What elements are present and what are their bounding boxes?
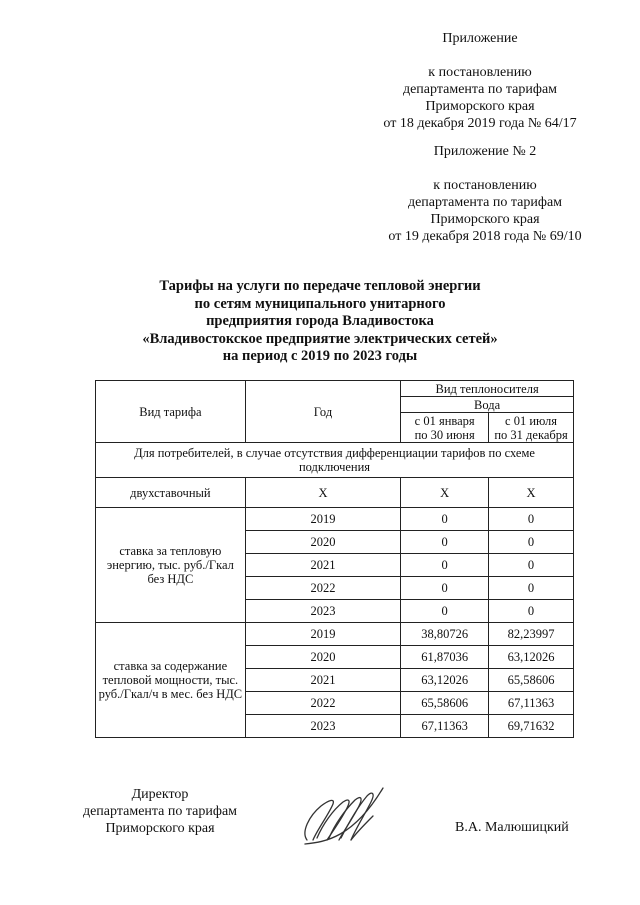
signatory-line: департамента по тарифам	[82, 804, 238, 819]
value-cell: 63,12026	[489, 646, 574, 669]
value-cell: 0	[489, 577, 574, 600]
header-period-2-from: с 01 июля	[505, 413, 558, 428]
title-line: Тарифы на услуги по передаче тепловой энергии	[159, 278, 481, 294]
value-cell: 63,12026	[401, 669, 489, 692]
year-cell: 2020	[245, 531, 401, 554]
year-cell: 2020	[245, 646, 401, 669]
value-cell: 0	[489, 508, 574, 531]
two-part-p2: Х	[489, 478, 574, 508]
value-cell: 0	[401, 554, 489, 577]
value-cell: 0	[401, 531, 489, 554]
appendix-current	[360, 30, 600, 132]
title-line: предприятия города Владивостока	[206, 313, 434, 329]
two-part-label: двухставочный	[96, 478, 246, 508]
value-cell: 0	[401, 600, 489, 623]
two-part-p1: Х	[401, 478, 489, 508]
header-period-1-from: с 01 января	[414, 413, 475, 428]
value-cell: 0	[401, 508, 489, 531]
document-title	[95, 278, 545, 366]
value-cell: 0	[401, 577, 489, 600]
value-cell: 69,71632	[489, 715, 574, 738]
value-cell: 0	[489, 554, 574, 577]
appendix-previous-line: к постановлению	[433, 178, 537, 193]
year-cell: 2021	[245, 669, 401, 692]
table-row	[96, 623, 574, 646]
value-cell: 65,58606	[401, 692, 489, 715]
signatory-line: Директор	[131, 787, 189, 802]
value-cell: 0	[489, 531, 574, 554]
year-cell: 2022	[245, 692, 401, 715]
header-period-1-to: по 30 июня	[414, 427, 475, 442]
header-heat-carrier: Вид теплоносителя	[401, 381, 574, 397]
table-row	[96, 508, 574, 531]
appendix-previous-line: департамента по тарифам	[407, 195, 563, 210]
title-line: по сетям муниципального унитарного	[194, 295, 446, 312]
signatory-position	[60, 786, 260, 837]
header-period-2	[489, 413, 574, 443]
year-cell: 2019	[245, 508, 401, 531]
value-cell: 61,87036	[401, 646, 489, 669]
value-cell: 65,58606	[489, 669, 574, 692]
header-period-2-to: по 31 декабря	[494, 427, 568, 442]
signatory-line: Приморского края	[105, 821, 215, 836]
year-cell: 2022	[245, 577, 401, 600]
title-line: на период с 2019 по 2023 годы	[222, 348, 418, 364]
handwritten-signature	[295, 780, 390, 850]
value-cell: 0	[489, 600, 574, 623]
year-cell: 2019	[245, 623, 401, 646]
header-period-1	[401, 413, 489, 443]
appendix-current-heading: Приложение	[442, 31, 518, 46]
value-cell: 38,80726	[401, 623, 489, 646]
signatory-name: В.А. Малюшицкий	[455, 820, 569, 835]
title-line: «Владивостокское предприятие электрических сетей»	[142, 330, 498, 347]
two-part-year: Х	[245, 478, 401, 508]
capacity-rate-label: ставка за содержание тепловой мощности, тыс. руб./Гкал/ч в мес. без НДС	[96, 623, 246, 738]
appendix-current-line: к постановлению	[428, 65, 532, 80]
appendix-current-line: от 18 декабря 2019 года № 64/17	[383, 116, 577, 131]
year-cell: 2023	[245, 600, 401, 623]
appendix-previous	[365, 143, 605, 245]
tariff-table	[95, 380, 574, 738]
header-water: Вода	[401, 397, 574, 413]
value-cell: 67,11363	[401, 715, 489, 738]
heat-energy-rate-label: ставка за тепловую энергию, тыс. руб./Гкал без НДС	[96, 508, 246, 623]
header-tariff-type: Вид тарифа	[96, 381, 246, 443]
consumer-note: Для потребителей, в случае отсутствия дифференциации тарифов по схеме подключения	[96, 443, 574, 478]
appendix-previous-heading: Приложение № 2	[433, 144, 537, 159]
appendix-current-line: департамента по тарифам	[402, 82, 558, 97]
year-cell: 2023	[245, 715, 401, 738]
table-row	[96, 478, 574, 508]
appendix-previous-line: от 19 декабря 2018 года № 69/10	[388, 229, 582, 244]
appendix-previous-line: Приморского края	[430, 212, 540, 227]
value-cell: 82,23997	[489, 623, 574, 646]
header-year: Год	[245, 381, 401, 443]
appendix-current-line: Приморского края	[425, 99, 535, 114]
value-cell: 67,11363	[489, 692, 574, 715]
year-cell: 2021	[245, 554, 401, 577]
